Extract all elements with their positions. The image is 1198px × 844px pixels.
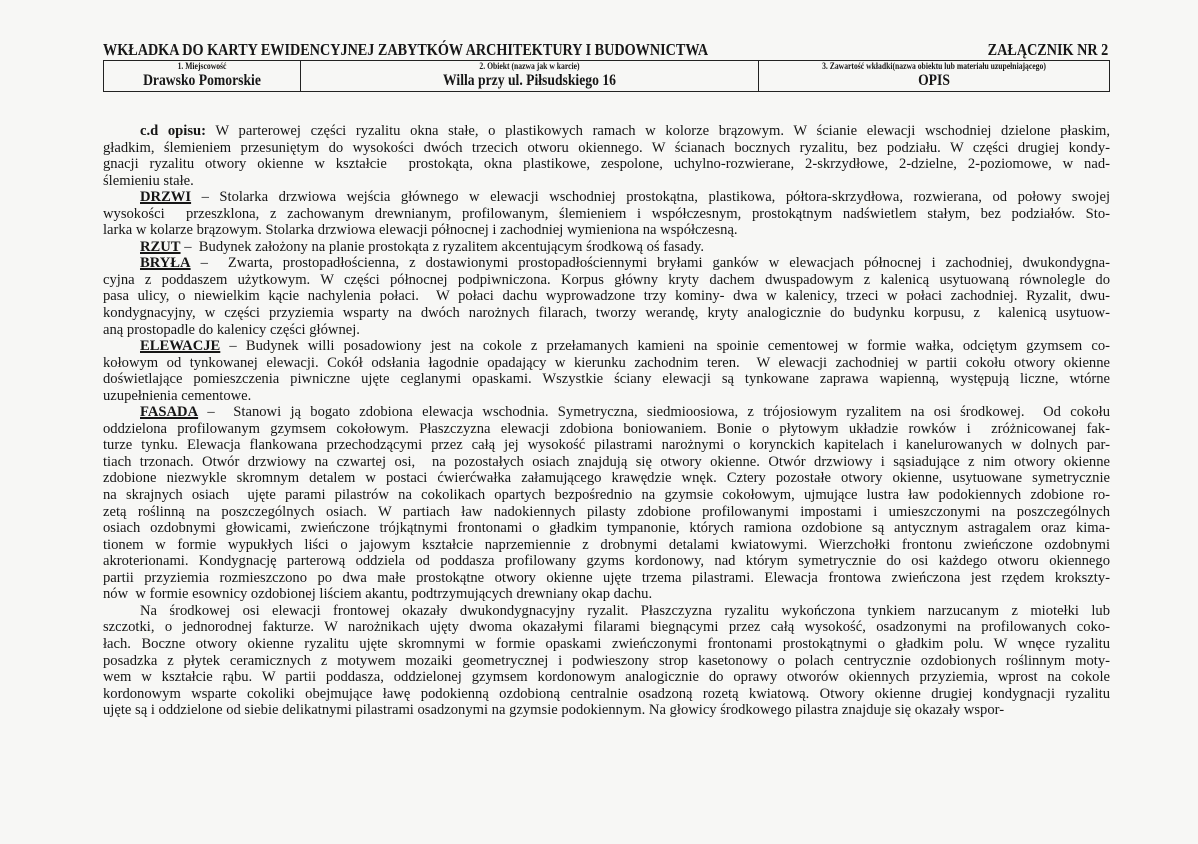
line-text: kondygnacyjny, w części przyziemia wsparty na dwóch narożnych filarach, tworzy werandę, kryty analogicznie do budynku korpusu, z kalenicą usytuow- — [103, 305, 1110, 322]
line-text: łach. Boczne otwory okienne ryzalitu ujęte skromnymi w formie opaskami zwieńczonymi frontonami prostokątnymi o gładkim polu. W wnęce ryzalitu — [103, 635, 1110, 652]
text-line — [103, 206, 1110, 223]
text-line — [103, 288, 1110, 305]
text-line — [103, 636, 1110, 653]
locality-label: 1. Miejscowość — [177, 61, 227, 71]
text-line — [103, 553, 1110, 570]
line-text: osiach ozdobnymi głowicami, zwieńczone trójkątnymi frontonami o gładkim tympanonie, których ramiona ozdobione są antycznym astragalem oraz kima- — [103, 520, 1110, 537]
text-line — [103, 371, 1110, 388]
line-text: szczotki, o jednorodnej fakturze. W narożnikach ujęty dwoma okazałymi filarami biegnącymi przez całą wysokość, osadzonymi na profilowanych coko- — [103, 619, 1110, 636]
line-text: wem w kształcie rąbu. W partii poddasza, oddzielonej gzymsem kordonowym analogicznie do oprawy otworów okiennych przyziemia, wprost na cokole — [103, 669, 1110, 686]
text-line — [103, 586, 1110, 603]
object-label: 2. Obiekt (nazwa jak w karcie) — [479, 61, 580, 71]
line-text: – Budynek willi posadowiony jest na cokole z przełamanych kamieni na spoinie cementowej w formie wałka, odciętym gzymsem co- — [220, 338, 1110, 355]
section-label: RZUT — [140, 238, 181, 255]
description-body — [103, 123, 1110, 719]
text-line — [103, 520, 1110, 537]
text-line — [103, 504, 1110, 521]
text-line — [103, 603, 1110, 620]
object-cell — [301, 61, 759, 91]
section-label: BRYŁA — [140, 255, 191, 272]
content-label: 3. Zawartość wkładki(nazwa obiektu lub materiału uzupełniającego) — [822, 61, 1046, 71]
text-line — [103, 305, 1110, 322]
text-line — [103, 156, 1110, 173]
text-line — [103, 669, 1110, 686]
line-text: uzupełnienia cementowe. — [103, 387, 252, 404]
line-text: gnacji ryzalitu otwory okienne w kształcie prostokąta, okna plastikowe, zespolone, uchylno-rozwierane, 2-skrzydłowe, 2-dzielne, 2-poziomowe, w nad- — [103, 156, 1110, 173]
line-text: wysokości przeszklona, z zachowanym drewnianym, profilowanym, ślemieniem i współczesnym, prostokątnym nadświetlem stałym, bez podziałów. Sto- — [103, 205, 1110, 222]
line-text: turze tynku. Elewacja flankowana przechodzącymi przez całą jej wysokość pilastrami narożnymi o korynckich kapitelach i kanelurowanych w dolnych par- — [103, 437, 1110, 454]
line-text: ślemieniu stałe. — [103, 172, 194, 189]
line-text: – Stanowi ją bogato zdobiona elewacja wschodnia. Symetryczna, siedmioosiowa, z trójosiowym ryzalitem na osi środkowej. Od cokołu — [198, 404, 1110, 421]
text-line — [103, 421, 1110, 438]
line-text: gładkim, ślemieniem przesuniętym do wysokości dwóch trzecich otworu okiennego. W ścianach bocznych ryzalitu, bez podziału. W części drugiej kondy- — [103, 139, 1110, 156]
section-label: c.d opisu: — [140, 123, 207, 139]
section-label: FASADA — [140, 404, 199, 421]
text-line — [103, 454, 1110, 471]
text-line — [103, 123, 1110, 140]
locality-cell — [104, 61, 301, 91]
line-text: tiach trzonach. Otwór drzwiowy na czwartej osi, na pozostałych osiach znajdują się otwory okienne. Otwór drzwiowy i sąsiadujące z nim otwory okienne — [103, 453, 1110, 470]
line-text: na skrajnych osiach ujęte parami pilastrów na cokolikach opartych bezpośrednio na gzymsie cokołowym, ujmujące lustra ław podokiennych zdobione ro- — [103, 487, 1110, 504]
line-text: larka w kolarze brązowym. Stolarka drzwiowa elewacji północnej i zachodniej wymieniona na współczesną. — [103, 222, 738, 239]
section-label: ELEWACJE — [140, 338, 221, 355]
line-text: doświetlające pomieszczenia piwniczne ujęte ceglanymi opaskami. Wszystkie ściany elewacji są tynkowane zaprawa wapienną, występują liczne, wtórne — [103, 371, 1110, 388]
object-value: Willa przy ul. Piłsudskiego 16 — [443, 72, 616, 89]
line-text: zetą roślinną na poszczególnych osiach. W partiach ław nadokiennych pilasty zdobione profilowanymi impostami i umieszczonymi na poszczególnych — [103, 503, 1110, 520]
line-text: – Zwarta, prostopadłościenna, z dostawionymi prostopadłościennymi bryłami ganków w elewacjach północnej i zachodniej, dwukondygna- — [190, 255, 1110, 272]
line-text: Na środkowej osi elewacji frontowej okazały dwukondygnacyjny ryzalit. Płaszczyzna ryzalitu wykończona tynkiem narzucanym z miotełki lub — [140, 602, 1110, 619]
text-line — [103, 470, 1110, 487]
line-text: posadzka z płytek ceramicznych z motywem mozaiki geometrycznej i podwieszony strop kasetonowy o polach centrycznie ozdobionych roślinnym moty- — [103, 652, 1110, 669]
line-text: kordonowym wsparte cokoliki obejmujące ławę podokienną ozdobioną centralnie osadzoną rozetą kwiatową. Otwory okienne drugiej kondygnacji ryzalitu — [103, 685, 1110, 702]
line-text: akroterionami. Kondygnację parterową oddziela od poddasza profilowany gzyms kordonowy, nad którym symetrycznie do osi każdego otworu okiennego — [103, 553, 1110, 570]
line-text: cyjna z poddaszem użytkowym. W części północnej podpiwniczona. Korpus główny kryty dachem dwuspadowym z kalenicą usytuowaną równolegle do — [103, 271, 1110, 288]
text-line — [103, 686, 1110, 703]
text-line — [103, 487, 1110, 504]
line-text: zdobione niezwykle skromnym detalem w postaci ćwierćwałka załamującego krawędzie wnęk. Cztery pozostałe otwory okienne, usytuowane symetrycznie — [103, 470, 1110, 487]
document-title: WKŁADKA DO KARTY EWIDENCYJNEJ ZABYTKÓW ARCHITEKTURY I BUDOWNICTWA — [103, 40, 709, 59]
text-line — [103, 653, 1110, 670]
line-text: oddzielona profilowanym gzymsem cokołowym. Płaszczyzna elewacji zdobiona boniowaniem. Bonie o płytowym układzie rowków i zróżnicowanej fak- — [103, 420, 1110, 437]
content-value: OPIS — [918, 72, 950, 89]
locality-value: Drawsko Pomorskie — [143, 72, 261, 89]
text-line — [103, 140, 1110, 157]
text-line — [103, 272, 1110, 289]
text-line — [103, 255, 1110, 272]
line-text: aną prostopadle do kalenicy części głównej. — [103, 321, 360, 338]
line-text: kołowym od tynkowanej elewacji. Cokół odsłania łagodnie opadający w kierunku zachodnim teren. W elewacji zachodniej w partii cokołu otwory okienne — [103, 354, 1110, 371]
line-text: partii przyziemia rozmieszczono po dwa małe prostokątne otwory okienne ujęte trzema pilastrami. Elewacja frontowa zwieńczona jest rzędem krokszty- — [103, 569, 1110, 586]
text-line — [103, 388, 1110, 405]
text-line — [103, 404, 1110, 421]
line-text: nów w formie esownicy ozdobionej liściem akantu, podtrzymujących drewniany okap dachu. — [103, 586, 653, 603]
text-line — [103, 322, 1110, 339]
document-title-bar — [103, 40, 1110, 60]
text-line — [103, 355, 1110, 372]
line-text: – Stolarka drzwiowa wejścia głównego w elewacji wschodniej prostokątna, plastikowa, półtora-skrzydłowa, rozwierana, od połowy swojej — [191, 189, 1110, 206]
text-line — [103, 619, 1110, 636]
text-line — [103, 702, 1110, 719]
text-line — [103, 437, 1110, 454]
text-line — [103, 222, 1110, 239]
text-line — [103, 189, 1110, 206]
text-line — [103, 570, 1110, 587]
line-text: – Budynek założony na planie prostokąta z ryzalitem akcentującym środkową oś fasady. — [180, 238, 704, 255]
text-line — [103, 338, 1110, 355]
header-table — [103, 60, 1110, 92]
line-text: ujęte są i oddzielone od siebie delikatnymi pilastrami osadzonymi na gzymsie podokiennym. Na głowicy środkowego pilastra znajduje się okazały wspor- — [103, 702, 1005, 719]
text-line — [103, 537, 1110, 554]
section-label: DRZWI — [140, 189, 192, 206]
line-text: W parterowej części ryzalitu okna stałe, o plastikowych ramach w kolorze brązowym. W ścianie elewacji wschodniej dzielone płaskim, — [206, 123, 1110, 139]
line-text: pasa ulicy, o niewielkim kącie nachylenia połaci. W połaci dachu wyprowadzone trzy kominy- dwa w kalenicy, trzeci w połaci zachodniej. Ryzalit, dwu- — [103, 288, 1110, 305]
text-line — [103, 173, 1110, 190]
annex-number: ZAŁĄCZNIK NR 2 — [987, 40, 1108, 59]
line-text: tionem w formie wypukłych liści o jajowym kształcie naprzemiennie z drobnymi detalami kwiatowymi. Wierzchołki frontonu zwieńczone ozdobnymi — [103, 536, 1110, 553]
content-cell — [759, 61, 1109, 91]
text-line — [103, 239, 1110, 256]
